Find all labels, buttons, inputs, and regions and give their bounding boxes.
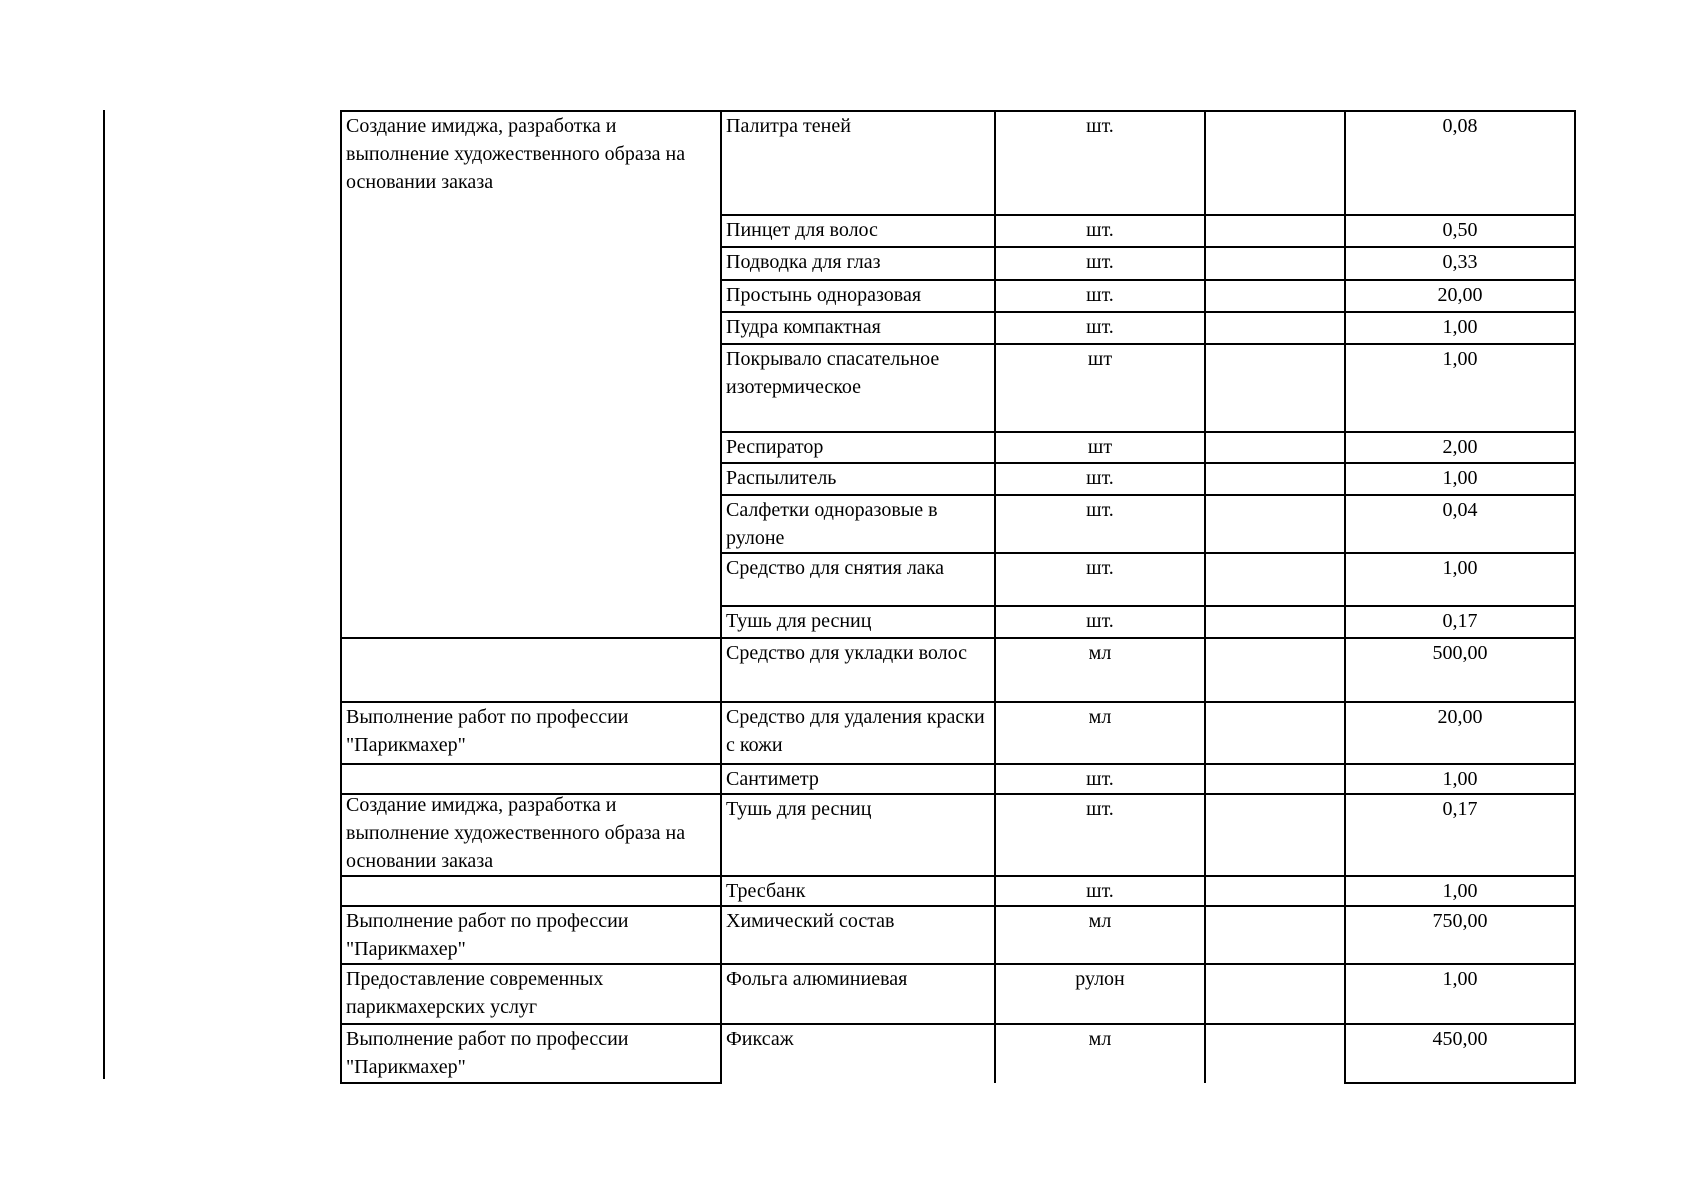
unit-cell: шт. — [995, 495, 1205, 553]
empty-cell — [1205, 876, 1345, 906]
item-cell: Средство для удаления краски с кожи — [721, 702, 995, 764]
empty-cell — [1205, 111, 1345, 215]
unit-cell: мл — [995, 906, 1205, 964]
item-cell: Тушь для ресниц — [721, 606, 995, 638]
table-row — [341, 764, 1575, 794]
service-cell: Выполнение работ по профессии "Парикмахер" — [341, 702, 721, 764]
service-cell: Выполнение работ по профессии "Парикмахер" — [341, 1024, 721, 1083]
qty-cell: 0,17 — [1345, 794, 1575, 876]
unit-cell: шт — [995, 344, 1205, 432]
unit-cell: шт. — [995, 876, 1205, 906]
qty-cell: 1,00 — [1345, 553, 1575, 606]
empty-cell — [1205, 764, 1345, 794]
qty-cell: 20,00 — [1345, 702, 1575, 764]
item-cell: Простынь одноразовая — [721, 280, 995, 312]
service-cell — [341, 876, 721, 906]
unit-cell: шт. — [995, 111, 1205, 215]
table-row — [341, 964, 1575, 1024]
qty-cell: 750,00 — [1345, 906, 1575, 964]
item-cell: Средство для снятия лака — [721, 553, 995, 606]
item-cell: Средство для укладки волос — [721, 638, 995, 702]
item-cell: Пинцет для волос — [721, 215, 995, 247]
service-cell — [341, 794, 721, 876]
empty-cell — [1205, 553, 1345, 606]
empty-cell — [1205, 638, 1345, 702]
item-cell: Респиратор — [721, 432, 995, 463]
table-row — [341, 876, 1575, 906]
unit-cell: мл — [995, 1024, 1205, 1083]
qty-cell: 0,08 — [1345, 111, 1575, 215]
service-cell — [341, 638, 721, 702]
unit-cell: шт. — [995, 794, 1205, 876]
unit-cell: шт. — [995, 247, 1205, 280]
materials-table — [340, 110, 1576, 1084]
empty-cell — [1205, 606, 1345, 638]
item-cell: Подводка для глаз — [721, 247, 995, 280]
empty-cell — [1205, 964, 1345, 1024]
qty-cell: 1,00 — [1345, 344, 1575, 432]
qty-cell: 0,50 — [1345, 215, 1575, 247]
empty-cell — [1205, 215, 1345, 247]
empty-cell — [1205, 432, 1345, 463]
service-cell: Создание имиджа, разработка и выполнение художественного образа на основании заказа — [341, 111, 721, 638]
empty-cell — [1205, 794, 1345, 876]
unit-cell: шт. — [995, 215, 1205, 247]
empty-cell — [1205, 280, 1345, 312]
item-cell: Пудра компактная — [721, 312, 995, 344]
service-cell — [341, 764, 721, 794]
table-row — [341, 1024, 1575, 1083]
unit-cell: мл — [995, 638, 1205, 702]
empty-cell — [1205, 495, 1345, 553]
qty-cell: 0,04 — [1345, 495, 1575, 553]
service-cell: Предоставление современных парикмахерских услуг — [341, 964, 721, 1024]
item-cell: Сантиметр — [721, 764, 995, 794]
table-row — [341, 794, 1575, 876]
table-row — [341, 702, 1575, 764]
empty-cell — [1205, 906, 1345, 964]
qty-cell: 1,00 — [1345, 764, 1575, 794]
table-row — [341, 906, 1575, 964]
item-cell: Распылитель — [721, 463, 995, 495]
qty-cell: 1,00 — [1345, 876, 1575, 906]
item-cell: Тресбанк — [721, 876, 995, 906]
unit-cell: рулон — [995, 964, 1205, 1024]
qty-cell: 450,00 — [1345, 1024, 1575, 1083]
unit-cell: шт. — [995, 280, 1205, 312]
unit-cell: мл — [995, 702, 1205, 764]
qty-cell: 1,00 — [1345, 312, 1575, 344]
qty-cell: 500,00 — [1345, 638, 1575, 702]
qty-cell: 1,00 — [1345, 964, 1575, 1024]
item-cell: Фиксаж — [721, 1024, 995, 1083]
qty-cell: 1,00 — [1345, 463, 1575, 495]
item-cell: Салфетки одноразовые в рулоне — [721, 495, 995, 553]
item-cell: Тушь для ресниц — [721, 794, 995, 876]
table-row — [341, 638, 1575, 702]
empty-cell — [1205, 344, 1345, 432]
table-row — [341, 111, 1575, 215]
unit-cell: шт — [995, 432, 1205, 463]
unit-cell: шт. — [995, 312, 1205, 344]
item-cell: Палитра теней — [721, 111, 995, 215]
qty-cell: 2,00 — [1345, 432, 1575, 463]
service-text: Создание имиджа, разработка и выполнение художественного образа на основании заказа — [346, 794, 686, 872]
qty-cell: 20,00 — [1345, 280, 1575, 312]
service-cell: Выполнение работ по профессии "Парикмахер" — [341, 906, 721, 964]
empty-cell — [1205, 463, 1345, 495]
empty-cell — [1205, 247, 1345, 280]
qty-cell: 0,17 — [1345, 606, 1575, 638]
left-margin-rule — [103, 110, 105, 1079]
empty-cell — [1205, 702, 1345, 764]
item-cell: Химический состав — [721, 906, 995, 964]
empty-cell — [1205, 1024, 1345, 1083]
item-cell: Покрывало спасательное изотермическое — [721, 344, 995, 432]
qty-cell: 0,33 — [1345, 247, 1575, 280]
unit-cell: шт. — [995, 463, 1205, 495]
empty-cell — [1205, 312, 1345, 344]
item-cell: Фольга алюминиевая — [721, 964, 995, 1024]
unit-cell: шт. — [995, 606, 1205, 638]
unit-cell: шт. — [995, 553, 1205, 606]
unit-cell: шт. — [995, 764, 1205, 794]
